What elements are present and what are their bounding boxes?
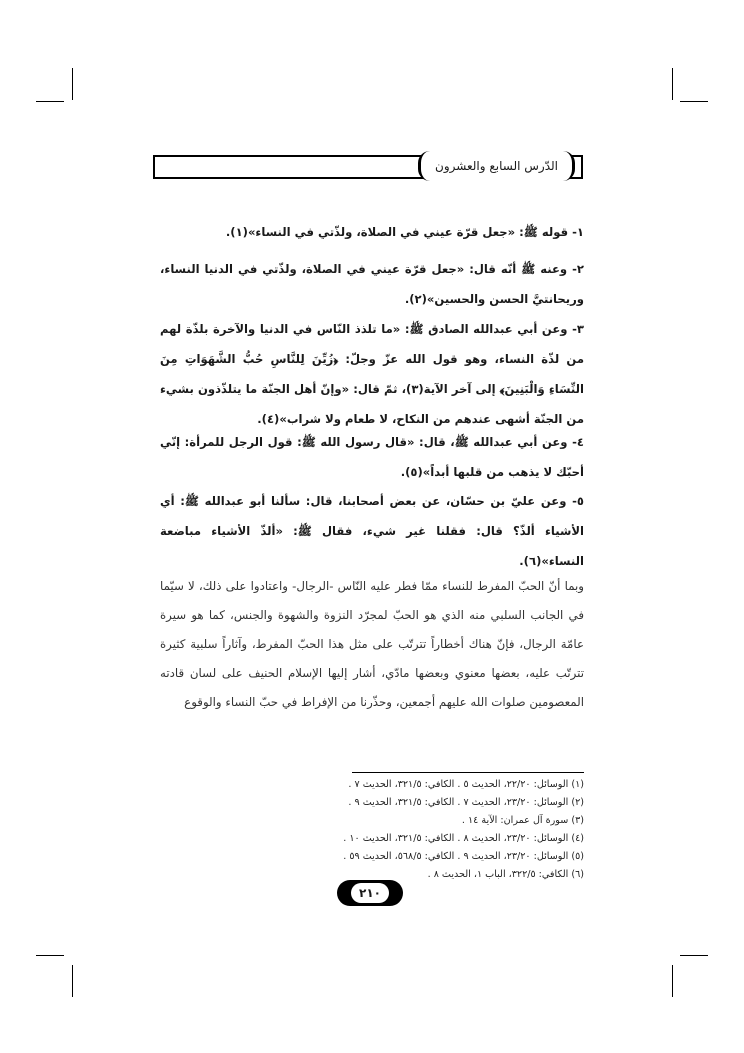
footnote-6: (٦) الكافي: ٣٢٢/٥، الباب ١، الحديث ٨ . (427, 869, 584, 880)
crop-mark (36, 101, 64, 102)
footnote-3: (٣) سورة آل عمران: الآية ١٤ . (461, 815, 584, 826)
footnote-divider (352, 772, 584, 773)
chapter-title: الدّرس السابع والعشرون (418, 151, 575, 181)
hadith-3: ٣- وعن أبي عبدالله الصادق ﷺ: «ما تلذذ النّاس في الدنيا والآخرة بلذّة لهم من لذّة النساء، وهو قول الله عزّ وجلّ: ﴿زُيِّنَ لِلنَّاسِ حُبُّ الشَّهَوَاتِ مِنَ النِّسَاءِ وَالْبَنِينَ﴾ إلى آخر الآية(٣)، ثمّ قال: «وإنّ أهل الجنّة ما يتلذّذون بشيء من الجنّة أشهى عندهم من النكاح، لا طعام ولا شراب»(٤). (160, 322, 584, 426)
footnote-2: (٢) الوسائل: ٢٣/٢٠، الحديث ٧ . الكافي: ٣٢١/٥، الحديث ٩ . (348, 797, 584, 808)
hadith-5: ٥- وعن عليّ بن حسّان، عن بعض أصحابنا، قال: سألنا أبو عبدالله ﷺ: أي الأشياء ألذّ؟ قال: فقلنا غير شيء، فقال ﷺ: «ألذّ الأشياء مباضعة النساء»(٦). (160, 494, 584, 568)
crop-mark (72, 965, 73, 997)
hadith-4: ٤- وعن أبي عبدالله ﷺ، قال: «قال رسول الله ﷺ: قول الرجل للمرأة: إنّي أحبّك لا يذهب من قلبها أبداً»(٥). (160, 435, 584, 479)
footnote-4: (٤) الوسائل: ٢٣/٢٠، الحديث ٨ . الكافي: ٣٢١/٥، الحديث ١٠ . (343, 833, 584, 844)
crop-mark (72, 68, 73, 100)
running-header (153, 155, 583, 181)
crop-mark (672, 965, 673, 997)
crop-mark (680, 101, 708, 102)
footnote-5: (٥) الوسائل: ٢٣/٢٠، الحديث ٩ . الكافي: ٥٦٨/٥، الحديث ٥٩ . (343, 851, 584, 862)
paragraph-2 (160, 254, 584, 314)
paragraph-6 (160, 572, 584, 717)
crop-mark (680, 955, 708, 956)
hadith-2: ٢- وعنه ﷺ أنّه قال: «جعل قرّة عيني في الصلاة، ولذّتي في الدنيا النساء، وريحانتيَّ الحسن والحسين»(٢). (160, 262, 584, 306)
body-text: وبما أنّ الحبّ المفرط للنساء ممّا فطر عليه النّاس -الرجال- واعتادوا على ذلك، لا سيّما في الجانب السلبي منه الذي هو الحبّ لمجرّد النزوة والشهوة والجنس، كما هو سيرة عامّة الرجال، فإنّ هناك أخطاراً تترتّب على مثل هذا الحبّ المفرط، وآثاراً سلبية كثيرة تترتّب عليه، بعضها معنوي وبعضها مادّي، أشار إليها الإسلام الحنيف على لسان قادته المعصومين صلوات الله عليهم أجمعين، وحذّرنا من الإفراط في حبّ النساء والوقوع (160, 579, 584, 709)
paragraph-1 (160, 217, 584, 247)
paragraph-5 (160, 486, 584, 576)
hadith-1: ١- قوله ﷺ: «جعل قرّة عيني في الصلاة، ولذّتي في النساء»(١). (225, 225, 584, 239)
footnote-1: (١) الوسائل: ٢٢/٢٠، الحديث ٥ . الكافي: ٣٢١/٥، الحديث ٧ . (348, 779, 584, 790)
crop-mark (36, 955, 64, 956)
paragraph-4 (160, 427, 584, 487)
page-number-badge (337, 880, 403, 906)
crop-mark (672, 68, 673, 100)
paragraph-3 (160, 314, 584, 434)
page-number: ٢١٠ (351, 883, 389, 903)
